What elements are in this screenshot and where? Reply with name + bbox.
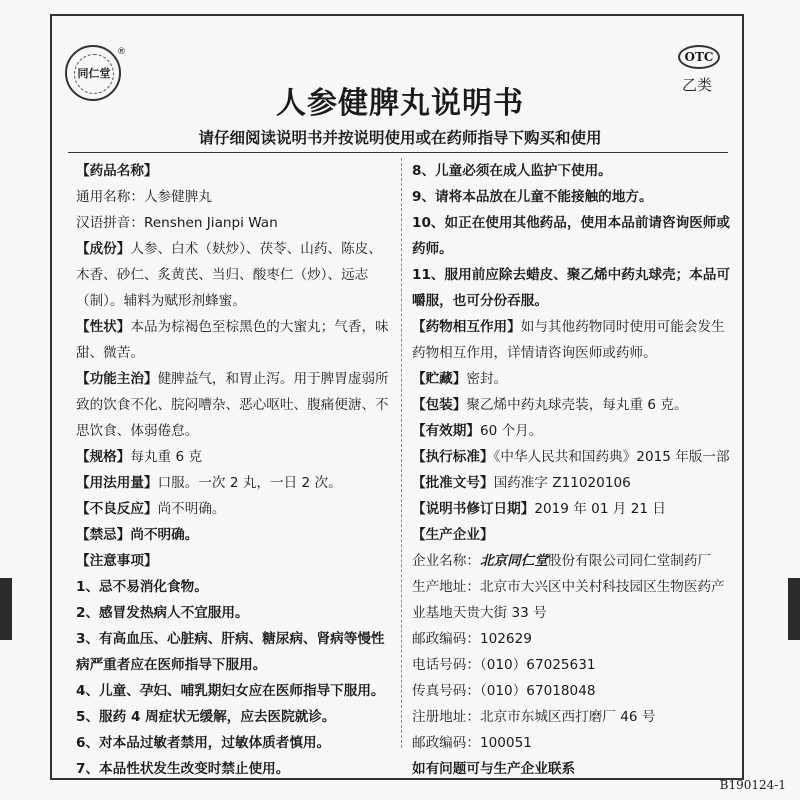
contra-text: 尚不明确。: [130, 527, 199, 543]
manufacturer-heading: 【生产企业】: [412, 527, 494, 543]
company-label: 企业名称：: [412, 553, 480, 569]
ingredients-text: 人参、白术（麸炒）、茯苓、山药、陈皮、木香、砂仁、炙黄芪、当归、酸枣仁（炒）、远志（制）。辅料为赋形剂蜂蜜。: [76, 241, 382, 309]
otc-badge: OTC: [678, 45, 720, 69]
indications-text: 健脾益气，和胃止泻。用于脾胃虚弱所致的饮食不化、脘闷嘈杂、恶心呕吐、腹痛便溏、不思饮食、体弱倦怠。: [76, 371, 389, 439]
column-divider: [401, 158, 402, 748]
pinyin-label: 汉语拼音：: [76, 215, 144, 231]
postal2-value: 100051: [479, 735, 532, 751]
storage-text: 密封。: [466, 371, 508, 387]
reg-address-label: 注册地址：: [412, 709, 480, 725]
phone-label: 电话号码：: [412, 657, 480, 673]
phone-line: [412, 652, 730, 678]
section-approval: [412, 470, 730, 496]
postal2-line: [412, 730, 730, 756]
right-edge-bar: [788, 578, 800, 640]
spec-heading: 【规格】: [76, 449, 131, 465]
prod-address-value: 北京市大兴区中关村科技园区生物医药产业基地天贵大街 33 号: [412, 579, 725, 621]
section-spec: [76, 444, 394, 470]
approval-text: 国药准字 Z11020106: [493, 475, 631, 491]
print-code: B190124-1: [719, 778, 786, 792]
indications-heading: 【功能主治】: [76, 371, 158, 387]
spec-text: 每丸重 6 克: [130, 449, 203, 465]
revision-text: 2019 年 01 月 21 日: [534, 501, 666, 517]
standard-text: 《中华人民共和国药典》2015 年版一部: [493, 449, 730, 465]
note-item: 6、对本品过敏者禁用，过敏体质者慎用。: [76, 735, 331, 751]
generic-name-line: [76, 184, 394, 210]
company-seal-name: 北京同仁堂: [479, 553, 548, 569]
left-column: [76, 158, 394, 782]
note-item: 10、如正在使用其他药品，使用本品前请咨询医师或药师。: [412, 215, 730, 257]
postal1-value: 102629: [479, 631, 532, 647]
section-contraindications: [76, 522, 394, 548]
adverse-text: 尚不明确。: [157, 501, 226, 517]
note-item: 1、忌不易消化食物。: [76, 579, 208, 595]
section-usage: [76, 470, 394, 496]
contra-heading: 【禁忌】: [76, 527, 131, 543]
interactions-text: 如与其他药物同时使用可能会发生药物相互作用，详情请咨询医师或药师。: [412, 319, 725, 361]
phone-value: （010）67025631: [479, 657, 596, 673]
pinyin-line: [76, 210, 394, 236]
standard-heading: 【执行标准】: [412, 449, 494, 465]
fax-line: [412, 678, 730, 704]
validity-text: 60 个月。: [479, 423, 543, 439]
note-item: 11、服用前应除去蜡皮、聚乙烯中药丸球壳；本品可嚼服，也可分份吞服。: [412, 267, 730, 309]
note-item: 2、感冒发热病人不宜服用。: [76, 605, 249, 621]
package-text: 聚乙烯中药丸球壳装，每丸重 6 克。: [466, 397, 688, 413]
package-heading: 【包装】: [412, 397, 467, 413]
fax-label: 传真号码：: [412, 683, 480, 699]
interactions-heading: 【药物相互作用】: [412, 319, 521, 335]
right-column: [412, 158, 730, 782]
company-line: [412, 548, 730, 574]
section-manufacturer: [412, 522, 730, 548]
ingredients-heading: 【成份】: [76, 241, 131, 257]
section-adverse: [76, 496, 394, 522]
reg-address-value: 北京市东城区西打磨厂 46 号: [479, 709, 656, 725]
otc-class: 乙类: [682, 76, 713, 94]
page-title: 人参健脾丸说明书: [276, 86, 524, 121]
revision-heading: 【说明书修订日期】: [412, 501, 535, 517]
section-ingredients: [76, 236, 394, 314]
logo-text: 同仁堂: [74, 54, 114, 94]
section-indications: [76, 366, 394, 444]
postal1-label: 邮政编码：: [412, 631, 480, 647]
note-item: 9、请将本品放在儿童不能接触的地方。: [412, 189, 653, 205]
generic-name-label: 通用名称：: [76, 189, 144, 205]
postal2-label: 邮政编码：: [412, 735, 480, 751]
drug-name-heading: 【药品名称】: [76, 163, 158, 179]
contact-note: 如有问题可与生产企业联系: [412, 761, 576, 777]
page-subtitle: 请仔细阅读说明书并按说明使用或在药师指导下购买和使用: [198, 129, 602, 147]
prod-address-label: 生产地址：: [412, 579, 480, 595]
note-item: 8、儿童必须在成人监护下使用。: [412, 163, 612, 179]
note-item: 5、服药 4 周症状无缓解，应去医院就诊。: [76, 709, 336, 725]
section-description: [76, 314, 394, 366]
registered-mark: ®: [117, 47, 126, 57]
note-item: 3、有高血压、心脏病、肝病、糖尿病、肾病等慢性病严重者应在医师指导下服用。: [76, 631, 385, 673]
validity-heading: 【有效期】: [412, 423, 480, 439]
prod-address-line: [412, 574, 730, 626]
storage-heading: 【贮藏】: [412, 371, 467, 387]
approval-heading: 【批准文号】: [412, 475, 494, 491]
adverse-heading: 【不良反应】: [76, 501, 158, 517]
company-name-rest: 股份有限公司同仁堂制药厂: [547, 553, 712, 569]
reg-address-line: [412, 704, 730, 730]
section-revision: [412, 496, 730, 522]
section-standard: [412, 444, 730, 470]
description-text: 本品为棕褐色至棕黑色的大蜜丸；气香，味甜、微苦。: [76, 319, 389, 361]
usage-heading: 【用法用量】: [76, 475, 158, 491]
postal1-line: [412, 626, 730, 652]
section-interactions: [412, 314, 730, 366]
section-package: [412, 392, 730, 418]
section-validity: [412, 418, 730, 444]
usage-text: 口服。一次 2 丸，一日 2 次。: [157, 475, 342, 491]
note-item: 4、儿童、孕妇、哺乳期妇女应在医师指导下服用。: [76, 683, 385, 699]
section-storage: [412, 366, 730, 392]
section-drug-name: [76, 158, 394, 184]
section-notes: [76, 548, 394, 574]
description-heading: 【性状】: [76, 319, 131, 335]
notes-heading: 【注意事项】: [76, 553, 158, 569]
note-item: 7、本品性状发生改变时禁止使用。: [76, 761, 290, 777]
header-rule: [68, 152, 728, 153]
fax-value: （010）67018048: [479, 683, 596, 699]
generic-name-value: 人参健脾丸: [143, 189, 212, 205]
left-edge-bar: [0, 578, 12, 640]
pinyin-value: Renshen Jianpi Wan: [143, 215, 278, 231]
